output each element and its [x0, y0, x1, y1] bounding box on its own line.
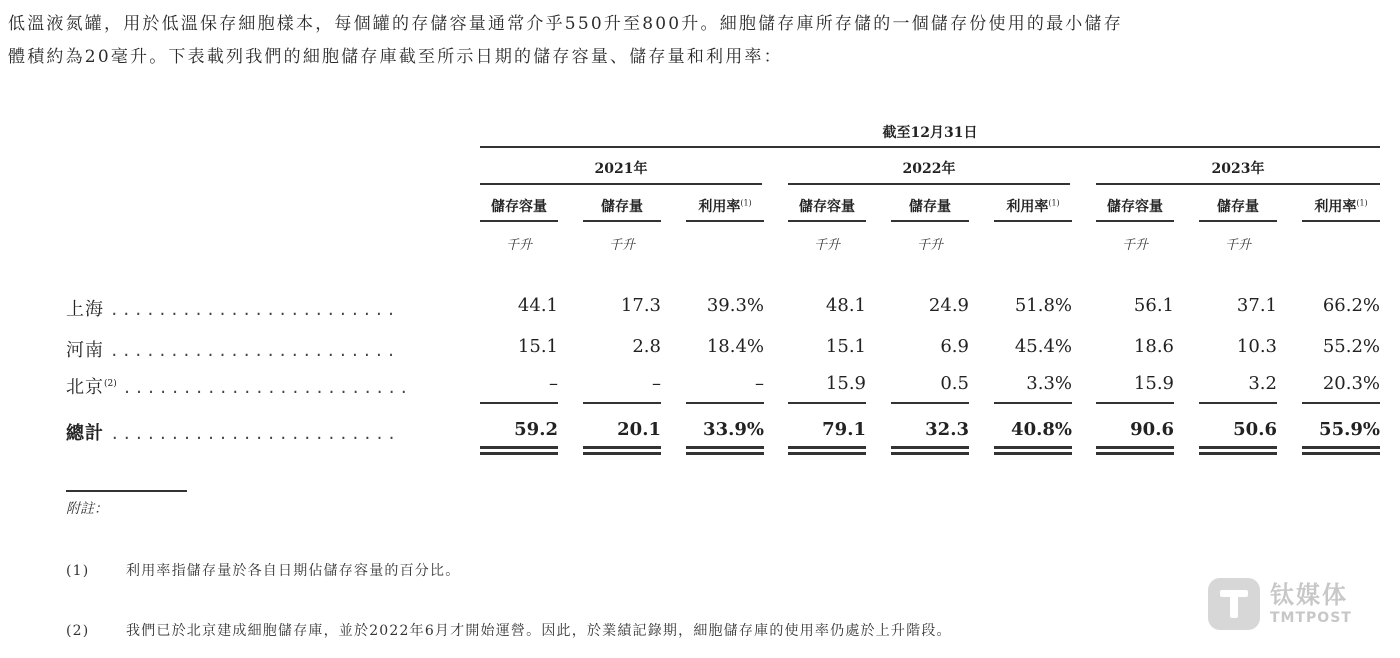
- total-double-rule: [1199, 446, 1277, 449]
- total-double-rule: [686, 452, 764, 455]
- col-rule: [1096, 220, 1174, 222]
- table-cell: 3.3%: [1026, 373, 1072, 394]
- table-cell: 18.6: [1133, 336, 1174, 357]
- year-header-2022: 2022年: [902, 161, 956, 177]
- table-cell-total: 40.8%: [1011, 419, 1072, 440]
- notes-heading: 附註：: [66, 501, 108, 517]
- note-2: [66, 620, 952, 640]
- table-cell-total: 50.6: [1233, 419, 1277, 440]
- row-label-henan: [66, 336, 446, 362]
- col-utilization-label: 利用率: [1006, 199, 1049, 215]
- col-utilization-2022: [994, 196, 1072, 216]
- tmtpost-logo-icon: [1208, 578, 1260, 630]
- row-label-text: 河南: [66, 340, 104, 361]
- col-storage-2023: 儲存量: [1217, 199, 1259, 215]
- col-utilization-note: (1): [1356, 198, 1368, 208]
- year-header-2023: 2023年: [1211, 161, 1265, 177]
- subtotal-rule: [1302, 402, 1380, 404]
- table-cell: 66.2%: [1322, 295, 1380, 316]
- col-rule: [1302, 220, 1380, 222]
- table-cell: 55.2%: [1322, 336, 1380, 357]
- col-rule: [891, 220, 969, 222]
- subtotal-rule: [994, 402, 1072, 404]
- note-text: 我們已於北京建成細胞儲存庫，並於2022年6月才開始運營。因此，於業績記錄期，細胞儲存庫的使用率仍處於上升階段。: [126, 623, 952, 639]
- row-label-note: (2): [104, 379, 117, 389]
- col-rule: [994, 220, 1072, 222]
- col-capacity-2021: 儲存容量: [491, 199, 547, 215]
- table-cell-total: 79.1: [822, 419, 866, 440]
- table-cell: 39.3%: [706, 295, 764, 316]
- table-cell: 17.3: [620, 295, 661, 316]
- notes-rule: [66, 490, 187, 492]
- unit-label: 千升: [1121, 238, 1148, 253]
- col-capacity-2023: 儲存容量: [1107, 199, 1163, 215]
- subtotal-rule: [1096, 402, 1174, 404]
- period-rule: [480, 146, 1380, 148]
- total-double-rule: [788, 452, 866, 455]
- total-double-rule: [994, 452, 1072, 455]
- year-rule-2023: [1096, 183, 1380, 185]
- table-cell: 45.4%: [1014, 336, 1072, 357]
- col-utilization-label: 利用率: [1314, 199, 1357, 215]
- unit-label: 千升: [608, 238, 635, 253]
- table-cell: 18.4%: [706, 336, 764, 357]
- period-header: 截至12月31日: [882, 125, 978, 141]
- total-double-rule: [583, 446, 661, 449]
- row-label-total: [66, 419, 446, 445]
- total-double-rule: [891, 446, 969, 449]
- leader-dots: ........................: [110, 425, 400, 443]
- row-label-text: 總計: [66, 423, 104, 444]
- table-cell: 44.1: [517, 295, 558, 316]
- table-cell: –: [549, 373, 558, 394]
- table-cell: 15.9: [1133, 373, 1174, 394]
- row-label-beijing: [66, 373, 446, 399]
- table-cell: 15.9: [825, 373, 866, 394]
- subtotal-rule: [686, 402, 764, 404]
- table-cell: 6.9: [940, 336, 969, 357]
- leader-dots: ........................: [109, 342, 399, 360]
- table-cell: 3.2: [1248, 373, 1277, 394]
- total-double-rule: [1096, 452, 1174, 455]
- table-cell: 48.1: [825, 295, 866, 316]
- subtotal-rule: [480, 402, 558, 404]
- table-cell: 37.1: [1236, 295, 1277, 316]
- col-capacity-2022: 儲存容量: [799, 199, 855, 215]
- unit-label: 千升: [916, 238, 943, 253]
- total-double-rule: [1302, 452, 1380, 455]
- col-utilization-note: (1): [1048, 198, 1060, 208]
- note-number: (2): [66, 623, 90, 639]
- col-utilization-2021: [686, 196, 764, 216]
- table-cell-total: 59.2: [514, 419, 558, 440]
- col-rule: [480, 220, 558, 222]
- unit-label: 千升: [505, 238, 532, 253]
- total-double-rule: [583, 452, 661, 455]
- col-utilization-2023: [1302, 196, 1380, 216]
- total-double-rule: [891, 452, 969, 455]
- note-1: [66, 560, 460, 580]
- total-double-rule: [480, 446, 558, 449]
- total-double-rule: [1096, 446, 1174, 449]
- subtotal-rule: [788, 402, 866, 404]
- col-rule: [686, 220, 764, 222]
- table-cell: 56.1: [1133, 295, 1174, 316]
- table-cell: 10.3: [1236, 336, 1277, 357]
- intro-line-1: 低溫液氮罐，用於低溫保存細胞樣本，每個罐的存儲容量通常介乎550升至800升。細胞儲存庫所存儲的一個儲存份使用的最小儲存: [8, 14, 1123, 34]
- total-double-rule: [480, 452, 558, 455]
- table-cell: 20.3%: [1322, 373, 1380, 394]
- col-storage-2022: 儲存量: [909, 199, 951, 215]
- col-storage-2021: 儲存量: [601, 199, 643, 215]
- total-double-rule: [788, 446, 866, 449]
- year-rule-2021: [480, 183, 762, 185]
- leader-dots: ........................: [109, 301, 399, 319]
- total-double-rule: [1199, 452, 1277, 455]
- year-rule-2022: [788, 183, 1070, 185]
- watermark-en: TMTPOST: [1270, 610, 1352, 626]
- table-cell: 15.1: [517, 336, 558, 357]
- note-number: (1): [66, 563, 90, 579]
- intro-line-2: 體積約為20毫升。下表載列我們的細胞儲存庫截至所示日期的儲存容量、儲存量和利用率：: [8, 47, 783, 67]
- row-label-text: 北京: [66, 377, 104, 398]
- subtotal-rule: [583, 402, 661, 404]
- row-label-text: 上海: [66, 299, 104, 320]
- total-double-rule: [686, 446, 764, 449]
- col-rule: [1199, 220, 1277, 222]
- unit-label: 千升: [813, 238, 840, 253]
- intro-paragraph: [8, 8, 1393, 74]
- watermark-cn: 钛媒体: [1270, 581, 1348, 609]
- table-cell: 2.8: [632, 336, 661, 357]
- col-utilization-note: (1): [740, 198, 752, 208]
- total-double-rule: [1302, 446, 1380, 449]
- subtotal-rule: [1199, 402, 1277, 404]
- table-cell-total: 90.6: [1130, 419, 1174, 440]
- table-cell-total: 20.1: [617, 419, 661, 440]
- table-cell: 24.9: [928, 295, 969, 316]
- row-label-shanghai: [66, 295, 446, 321]
- note-text: 利用率指儲存量於各自日期佔儲存容量的百分比。: [126, 563, 461, 579]
- watermark-text: [1270, 581, 1352, 627]
- table-cell-total: 55.9%: [1319, 419, 1380, 440]
- col-utilization-label: 利用率: [698, 199, 741, 215]
- total-double-rule: [994, 446, 1072, 449]
- leader-dots: ........................: [122, 379, 412, 397]
- unit-label: 千升: [1224, 238, 1251, 253]
- year-header-2021: 2021年: [594, 161, 648, 177]
- table-cell: 0.5: [940, 373, 969, 394]
- watermark: [1208, 578, 1352, 630]
- table-cell: –: [652, 373, 661, 394]
- table-cell: 51.8%: [1014, 295, 1072, 316]
- subtotal-rule: [891, 402, 969, 404]
- table-cell-total: 33.9%: [703, 419, 764, 440]
- col-rule: [788, 220, 866, 222]
- table-cell: 15.1: [825, 336, 866, 357]
- table-cell: –: [755, 373, 764, 394]
- col-rule: [583, 220, 661, 222]
- table-cell-total: 32.3: [925, 419, 969, 440]
